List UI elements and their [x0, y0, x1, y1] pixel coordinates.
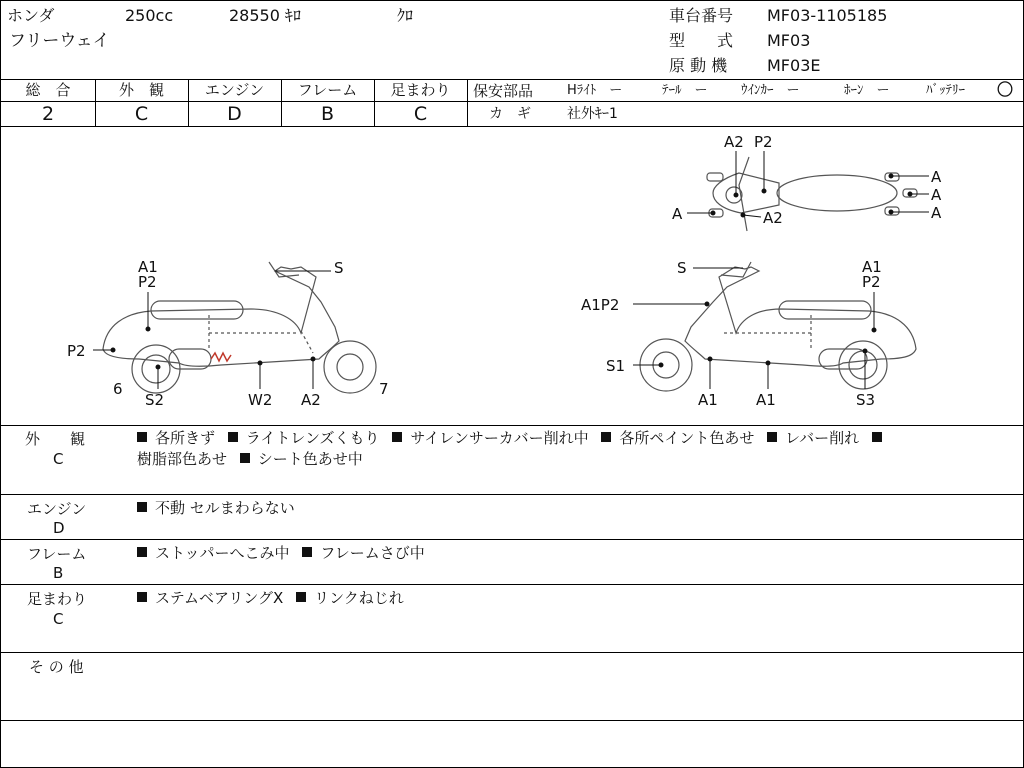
diagram-label: A1	[756, 391, 776, 409]
note-grade-suspension: C	[53, 610, 64, 628]
diagram-label: P2	[138, 273, 157, 291]
grade-value-overall: 2	[41, 103, 55, 125]
key-value: 社外ｷｰ1	[567, 106, 618, 122]
grade-label-frame: フレーム	[297, 81, 358, 99]
mileage: 28550 ｷﾛ	[229, 6, 301, 25]
diagram-label: P2	[754, 133, 773, 151]
diagram-label: A	[931, 204, 942, 222]
engine-model-label: 原 動 機	[669, 56, 728, 75]
note-text-frame	[137, 543, 433, 564]
diagram-label: A	[672, 205, 683, 223]
note-item: ライトレンズくもり	[245, 429, 380, 447]
safety-item-horn: ﾎｰﾝ ー	[844, 83, 890, 98]
grade-value-suspension: C	[413, 103, 428, 125]
note-grade-engine: D	[53, 519, 65, 537]
note-grade-frame: B	[53, 564, 64, 582]
divider	[1, 494, 1023, 495]
note-item: サイレンサーカバー削れ中	[410, 429, 589, 447]
diagram-label: S	[334, 259, 344, 277]
note-item: リンクねじれ	[314, 589, 404, 607]
engine-displacement: 250cc	[125, 6, 174, 25]
engine-model-value: MF03E	[767, 56, 821, 75]
diagram-label: P2	[862, 273, 881, 291]
divider	[1, 539, 1023, 540]
divider	[467, 101, 1023, 102]
diagram-label: S3	[856, 391, 876, 409]
diagram-label: A2	[301, 391, 321, 409]
safety-item-battery: ﾊﾞｯﾃﾘｰ	[926, 83, 965, 98]
divider	[467, 79, 468, 126]
diagram-label: A1	[862, 258, 882, 276]
note-item: フレームさび中	[320, 544, 425, 562]
note-item: 樹脂部色あせ	[137, 450, 228, 468]
diagram-label: A	[931, 186, 942, 204]
diagram-label: S	[677, 259, 687, 277]
note-item: ステムベアリングX	[155, 589, 284, 607]
maker-name: ホンダ	[7, 6, 55, 25]
note-item: シート色あせ中	[257, 450, 363, 468]
diagram-label: A2	[763, 209, 783, 227]
safety-parts-label: 保安部品	[473, 82, 534, 100]
divider	[1, 720, 1023, 721]
damage-diagram	[1, 127, 1023, 425]
diagram-label: A1	[138, 258, 158, 276]
diagram-label: A	[931, 168, 942, 186]
diagram-label: P2	[67, 342, 86, 360]
grade-label-suspension: 足まわり	[390, 81, 451, 99]
divider	[1, 652, 1023, 653]
safety-item-headlight: Hﾗｲﾄ ー	[567, 83, 623, 98]
divider	[1, 425, 1023, 426]
safety-item-tail: ﾃｰﾙ ー	[662, 83, 708, 98]
diagram-label: A1	[698, 391, 718, 409]
frame-no: MF03-1105185	[767, 6, 888, 25]
note-grade-exterior: C	[53, 450, 64, 468]
key-label: カ ギ	[489, 106, 531, 122]
note-text-engine	[137, 498, 303, 519]
diagram-label: A1P2	[581, 296, 620, 314]
body-color: ｸﾛ	[397, 6, 414, 25]
note-label-exterior: 外 観	[25, 430, 86, 448]
note-text-suspension	[137, 588, 412, 609]
damage-mark	[211, 353, 231, 361]
scooter-top-view	[707, 157, 917, 231]
divider	[1, 79, 1023, 80]
note-item: ストッパーへこみ中	[155, 544, 290, 562]
diagram-label: W2	[248, 391, 273, 409]
diagram-label: A2	[724, 133, 744, 151]
note-label-frame: フレーム	[27, 545, 87, 563]
type-value: MF03	[767, 31, 811, 50]
safety-item-winker: ｳｲﾝｶｰ ー	[741, 83, 800, 98]
diagram-label: S2	[145, 391, 165, 409]
note-item: 不動 セルまわらない	[155, 499, 295, 517]
diagram-label: 7	[379, 380, 389, 398]
note-item: 各所きず	[155, 429, 216, 447]
frame-no-label: 車台番号	[669, 6, 734, 25]
note-label-suspension: 足まわり	[27, 590, 88, 608]
grade-value-exterior: C	[134, 103, 149, 125]
note-item: 各所ペイント色あせ	[619, 429, 755, 447]
grade-value-frame: B	[320, 103, 335, 125]
model-name: フリーウェイ	[9, 31, 110, 51]
grade-label-engine: エンジン	[204, 81, 265, 99]
diagram-label: 6	[113, 380, 123, 398]
grade-label-exterior: 外 観	[118, 81, 164, 99]
grade-value-engine: D	[227, 103, 242, 125]
battery-status-mark: 〇	[997, 80, 1014, 99]
divider	[1, 584, 1023, 585]
note-label-other: そ の 他	[29, 658, 84, 676]
grade-label-overall: 総 合	[25, 81, 71, 99]
note-label-engine: エンジン	[27, 500, 87, 518]
diagram-label: S1	[606, 357, 626, 375]
type-label: 型 式	[669, 31, 734, 50]
divider	[1, 101, 467, 102]
note-item: レバー削れ	[785, 429, 860, 447]
note-text-exterior	[137, 428, 1017, 470]
